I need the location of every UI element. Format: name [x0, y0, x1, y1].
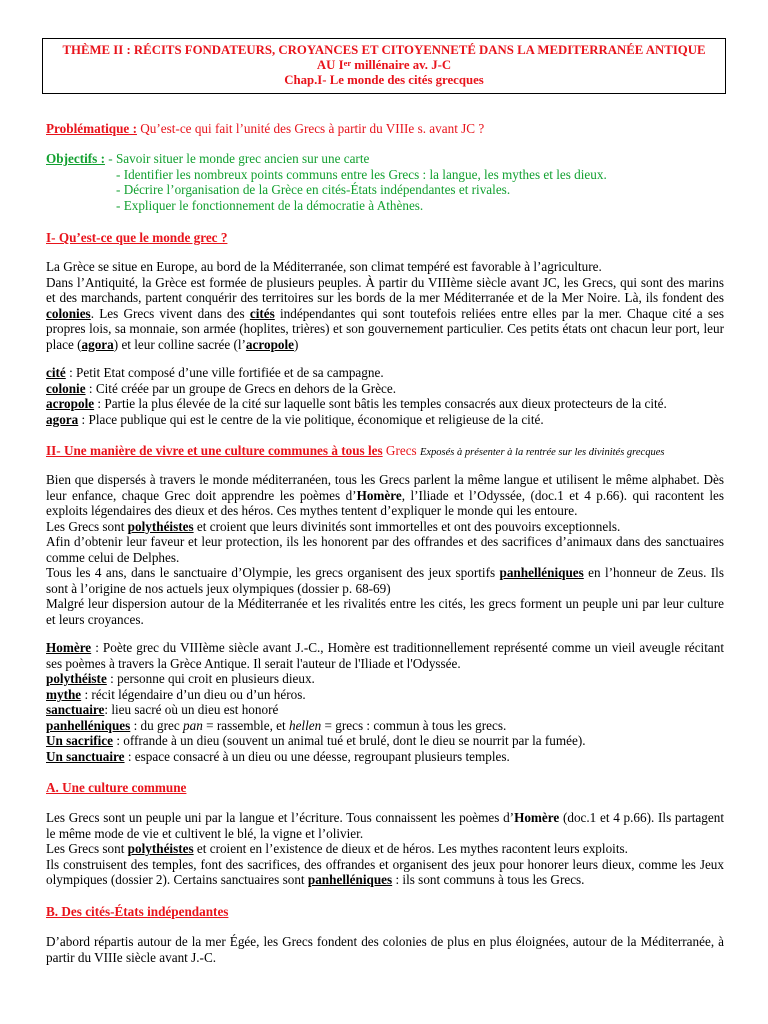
definition-item: Un sanctuaire : espace consacré à un dieu ou une déesse, regroupant plusieurs temples. [46, 748, 510, 764]
theme-subtitle: AU Ier millénaire av. J-C [316, 58, 452, 72]
definition-item: sanctuaire: lieu sacré où un dieu est honoré [46, 702, 279, 717]
section-2-heading: II- Une manière de vivre et une culture communes à tous les Grecs Exposés à présenter à la rentrée sur les divinités grecques [46, 443, 665, 458]
definition-item: acropole : Partie la plus élevée de la cité sur laquelle sont bâtis les temples consacrés aux dieux protecteurs de la cité. [46, 396, 667, 411]
section-b-body: D’abord répartis autour de la mer Égée, les Grecs fondent des colonies de plus en plus éloignées, autour de la Méditerranée, à partir du VIIIe siècle avant J.-C. [46, 934, 724, 965]
definition-item: polythéiste : personne qui croit en plusieurs dieux. [46, 671, 315, 686]
section-1-heading: I- Qu’est-ce que le monde grec ? [46, 230, 228, 245]
section-a-body: Les Grecs sont un peuple uni par la langue et l’écriture. Tous connaissent les poèmes d’Homère (doc.1 et 4 p.66). Ils partagent le même mode de vie et cultivent le blé, la vigne et l’olivier. Les Grecs sont polythéistes et croient en l’existence de dieux et de héros. Les mythes racontent leurs exploits. Ils construisent des temples, font des sacrifices, des offrandes et organisent des jeux pour honorer leurs dieux, comme les Jeux olympiques (dossier 2). Certains sanctuaires sont panhelléniques : ils sont communs à tous les Grecs. [46, 810, 724, 887]
definition-item: panhelléniques : du grec pan = rassemble, et hellen = grecs : commun à tous les grecs. [46, 717, 507, 733]
section-b-heading: B. Des cités-États indépendantes [46, 904, 229, 919]
title-box [42, 38, 726, 94]
homere-definition: Homère : Poète grec du VIIIème siècle avant J.-C., Homère est traditionnellement représenté comme un vieil aveugle récitant ses poèmes à travers la Grèce Antique. Il serait l'auteur de l'Iliade et l'Odyssée. [46, 640, 724, 671]
section-1-body: La Grèce se situe en Europe, au bord de la Méditerranée, son climat tempéré est favorable à l’agriculture. Dans l’Antiquité, la Grèce est formée de plusieurs peuples. À partir du VIIIème siècle avant JC, les Grecs, qui sont des marins et des marchands, partent conquérir des territoires sur les bords de la mer Méditerranée et de la Mer Noire. Là, ils fondent des colonies. Les Grecs vivent dans des cités indépendantes qui sont toutefois reliées entre elles par la mer. Chaque cité a ses propres lois, sa monnaie, son armée (hoplites, trières) et son gouvernement particulier. Ces petits états ont chacun leur port, leur place (agora) et leur colline sacrée (l’acropole) [46, 259, 724, 352]
section-2-definitions [46, 640, 724, 764]
section-a-heading: A. Une culture commune [46, 780, 187, 795]
problematique: Problématique : Qu’est-ce qui fait l’unité des Grecs à partir du VIIIe s. avant JC ? [46, 121, 485, 136]
theme-title: THÈME II : RÉCITS FONDATEURS, CROYANCES ET CITOYENNETÉ DANS LA MEDITERRANÉE ANTIQUE [62, 43, 706, 57]
definition-item: Un sacrifice : offrande à un dieu (souvent un animal tué et brulé, dont le dieu se nourrit par la fumée). [46, 733, 586, 748]
expose-note: Exposés à présenter à la rentrée sur les divinités grecques [419, 447, 665, 458]
definition-item: mythe : récit légendaire d’un dieu ou d’un héros. [46, 686, 306, 702]
section-1-definitions [46, 365, 724, 427]
definition-item: colonie : Cité créée par un groupe de Grecs en dehors de la Grèce. [46, 380, 397, 396]
section-1-paragraph: Dans l’Antiquité, la Grèce est formée de plusieurs peuples. À partir du VIIIème siècle avant JC, les Grecs, qui sont des marins et des marchands, partent conquérir des territoires sur les bords de la mer Méditerranée et de la Mer Noire. Là, ils fondent des colonies. Les Grecs vivent dans des cités indépendantes qui sont toutefois reliées entre elles par la mer. Chaque cité a ses propres lois, sa monnaie, son armée (hoplites, trières) et son gouvernement particulier. Ces petits états ont chacun leur port, leur place (agora) et leur colline sacrée (l’acropole) [46, 274, 724, 352]
definition-item: cité : Petit Etat composé d’une ville fortifiée et de sa campagne. [46, 365, 384, 380]
definition-item: agora : Place publique qui est le centre de la vie politique, économique et religieuse de la cité. [46, 411, 544, 427]
chapter-title: Chap.I- Le monde des cités grecques [284, 73, 484, 87]
section-2-body: Bien que dispersés à travers le monde méditerranéen, tous les Grecs parlent la même langue et utilisent le même alphabet. Dès leur enfance, chaque Grec doit apprendre les poèmes d’Homère, l’Iliade et l’Odyssée, (doc.1 et 4 p.66). qui racontent les exploits légendaires des dieux et des héros. Ces mythes tentent d’expliquer le monde qui les entoure. Les Grecs sont polythéistes et croient que leurs divinités sont immortelles et ont des pouvoirs exceptionnels. Afin d’obtenir leur faveur et leur protection, ils les honorent par des offrandes et des sacrifices d’animaux dans des sanctuaires comme celui de Delphes. Tous les 4 ans, dans le sanctuaire d’Olympie, les grecs organisent des jeux sportifs panhelléniques en l’honneur de Zeus. Ils sont à l’origine de nos actuels jeux olympiques (dossier p. 68-69) Malgré leur dispersion autour de la Méditerranée et les rivalités entre les cités, les grecs forment un peuple uni par leur culture et leurs croyances. [46, 472, 725, 627]
objectifs: Objectifs : - Savoir situer le monde grec ancien sur une carte - Identifier les nombreux points communs entre les Grecs : la langue, les mythes et les dieux. - Décrire l’organisation de la Grèce en cités-États indépendantes et rivales. - Expliquer le fonctionnement de la démocratie à Athènes. [46, 151, 607, 213]
